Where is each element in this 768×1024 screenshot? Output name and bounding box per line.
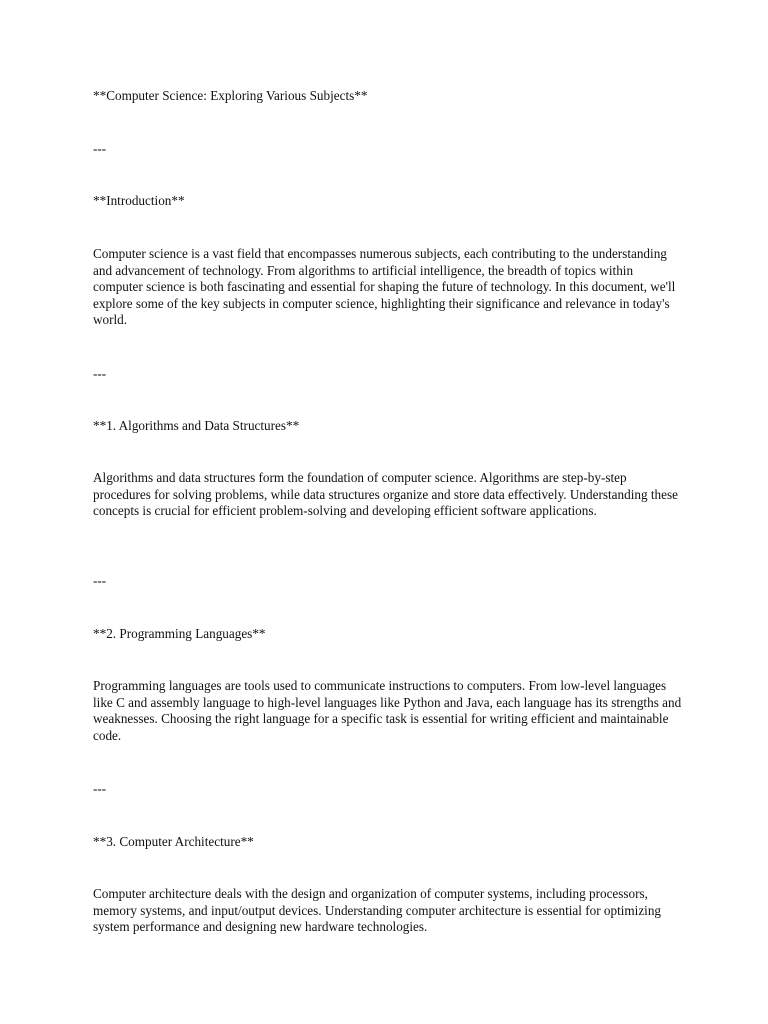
section-divider: ---	[93, 573, 107, 588]
section-divider: ---	[93, 141, 107, 156]
document-title: **Computer Science: Exploring Various Subjects**	[93, 88, 368, 103]
section-divider: ---	[93, 781, 107, 796]
section-paragraph-computer-architecture: Computer architecture deals with the design and organization of computer systems, including processors, memory systems, and input/output devices. Understanding computer architecture is essential for optimizing system performance and designing new hardware technologies.	[93, 886, 662, 934]
section-heading-programming-languages: **2. Programming Languages**	[93, 626, 266, 641]
section-heading-computer-architecture: **3. Computer Architecture**	[93, 834, 254, 849]
section-paragraph-algorithms: Algorithms and data structures form the foundation of computer science. Algorithms are step-by-step procedures for solving problems, while data structures organize and store data effectively. Understanding these concepts is crucial for efficient problem-solving and developing efficient software applications.	[93, 470, 678, 518]
section-divider: ---	[93, 366, 107, 381]
section-heading-algorithms: **1. Algorithms and Data Structures**	[93, 418, 300, 433]
introduction-paragraph: Computer science is a vast field that encompasses numerous subjects, each contributing to the understanding and advancement of technology. From algorithms to artificial intelligence, the breadth of topics within computer science is both fascinating and essential for shaping the future of technology. In this document, we'll explore some of the key subjects in computer science, highlighting their significance and relevance in today's world.	[93, 246, 676, 327]
section-paragraph-programming-languages: Programming languages are tools used to communicate instructions to computers. From low-level languages like C and assembly language to high-level languages like Python and Java, each language has its strengths and weaknesses. Choosing the right language for a specific task is essential for writing efficient and maintainable code.	[93, 678, 682, 743]
introduction-heading: **Introduction**	[93, 193, 185, 208]
